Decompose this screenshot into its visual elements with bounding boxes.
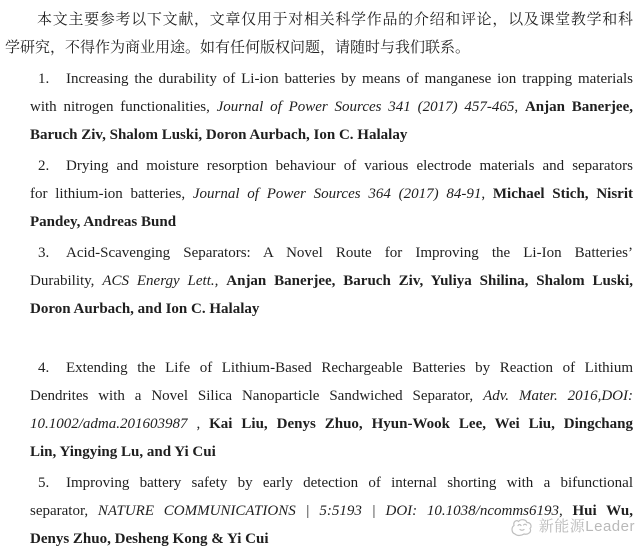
reference-text: for lithium-ion batteries,	[30, 186, 193, 202]
reference-text: ,	[481, 186, 493, 202]
reference-number: 1.	[38, 71, 50, 87]
reference-number: 5.	[38, 475, 50, 491]
reference-line	[30, 438, 633, 466]
author-names: Michael Stich, Nisrit	[492, 186, 633, 202]
journal-citation: ACS Energy Lett.,	[102, 273, 227, 289]
disclaimer-line	[5, 34, 633, 62]
reference-item-4	[30, 354, 633, 466]
reference-line	[30, 354, 633, 382]
reference-line	[30, 121, 633, 149]
reference-text: ,	[559, 503, 573, 519]
reference-text: Acid-Scavenging Separators: A Novel Route for Improving the Li-Ion Batteries’	[66, 245, 633, 261]
author-names: Hui Wu,	[572, 503, 633, 519]
journal-citation: Journal of Power Sources 341 (2017) 457-465	[216, 99, 515, 115]
author-names: Kai Liu, Denys Zhuo, Hyun-Wook Lee, Wei Liu, Dingchang	[209, 416, 633, 432]
reference-line	[30, 180, 633, 208]
reference-text: with nitrogen functionalities,	[30, 99, 217, 115]
author-names: Doron Aurbach, and Ion C. Halalay	[30, 301, 260, 317]
author-names: Anjan Banerjee, Baruch Ziv, Yuliya Shilina, Shalom Luski,	[226, 273, 633, 289]
reference-item-1	[30, 65, 633, 149]
reference-number: 3.	[38, 245, 50, 261]
reference-line	[30, 93, 633, 121]
reference-line	[30, 152, 633, 180]
reference-text: Durability,	[30, 273, 103, 289]
reference-line	[30, 65, 633, 93]
reference-line	[30, 267, 633, 295]
reference-text: separator,	[30, 503, 98, 519]
author-names: Anjan Banerjee,	[524, 99, 633, 115]
author-names: Baruch Ziv, Shalom Luski, Doron Aurbach, Ion C. Halalay	[30, 127, 408, 143]
reference-text: Dendrites with a Novel Silica Nanoparticle Sandwiched Separator,	[30, 388, 484, 404]
reference-number: 4.	[38, 360, 50, 376]
mascot-icon	[509, 516, 536, 538]
reference-text: Increasing the durability of Li-ion batteries by means of manganese ion trapping materials	[66, 71, 633, 87]
reference-number: 2.	[38, 158, 50, 174]
reference-line	[30, 295, 633, 323]
reference-text: Extending the Life of Lithium-Based Rechargeable Batteries by Reaction of Lithium	[66, 360, 633, 376]
author-names: Denys Zhuo, Desheng Kong & Yi Cui	[30, 531, 269, 547]
watermark	[509, 513, 635, 541]
journal-citation: NATURE COMMUNICATIONS | 5:5193 | DOI: 10.1038/ncomms6193	[97, 503, 559, 519]
reference-text: 本文主要参考以下文献，文章仅用于对相关科学作品的介绍和评论，以及课堂教学和科	[37, 12, 633, 28]
reference-line	[30, 410, 633, 438]
journal-citation: 10.1002/adma.201603987	[30, 416, 188, 432]
reference-list	[5, 65, 633, 553]
reference-text: ,	[187, 416, 210, 432]
reference-line	[30, 239, 633, 267]
reference-line	[30, 208, 633, 236]
reference-item-2	[30, 152, 633, 236]
reference-item-3	[30, 239, 633, 323]
reference-text: 学研究，不得作为商业用途。如有任何版权问题，请随时与我们联系。	[5, 40, 471, 56]
reference-line	[30, 469, 633, 497]
journal-citation: Adv. Mater. 2016,DOI:	[483, 388, 633, 404]
reference-text: Drying and moisture resorption behaviour of various electrode materials and separators	[66, 158, 633, 174]
disclaimer-line	[5, 6, 633, 34]
reference-line	[30, 382, 633, 410]
author-names: Pandey, Andreas Bund	[30, 214, 177, 230]
watermark-label: 新能源Leader	[538, 518, 635, 535]
disclaimer-paragraph	[5, 6, 633, 62]
journal-citation: Journal of Power Sources 364 (2017) 84-91	[192, 186, 482, 202]
reference-text: Improving battery safety by early detection of internal shorting with a bifunctional	[66, 475, 633, 491]
author-names: Lin, Yingying Lu, and Yi Cui	[30, 444, 216, 460]
reference-text: ,	[514, 99, 525, 115]
